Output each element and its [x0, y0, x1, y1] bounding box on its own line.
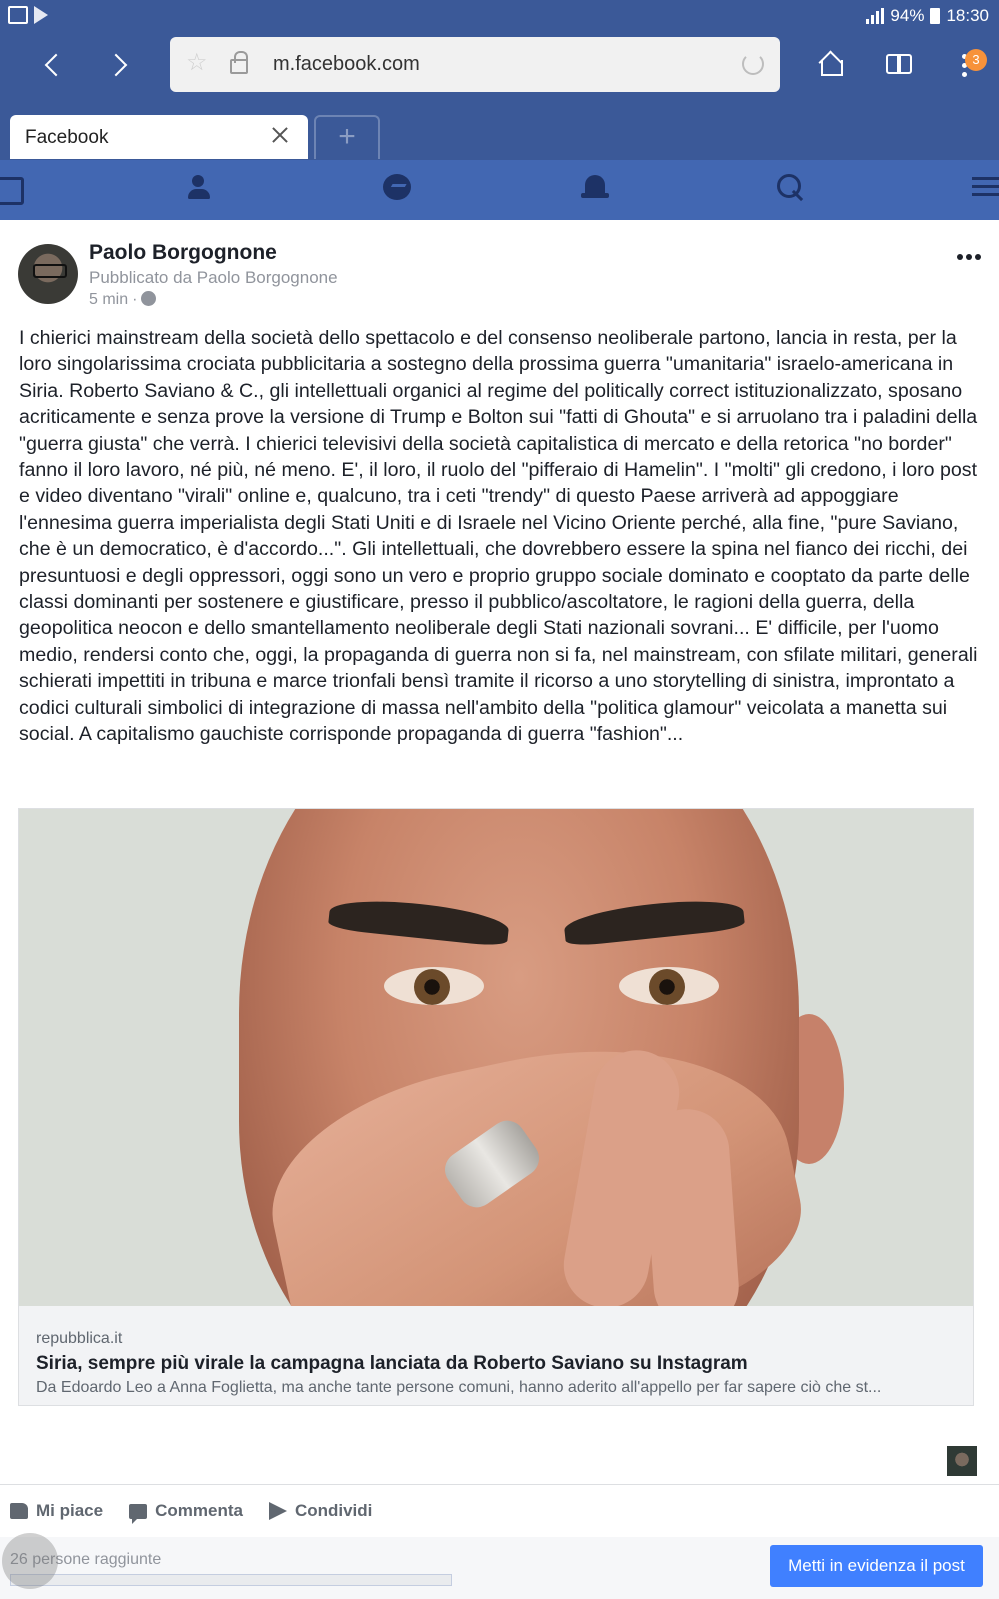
comment-icon	[129, 1504, 147, 1519]
signal-icon	[866, 8, 884, 24]
play-store-icon	[34, 6, 48, 24]
link-preview[interactable]	[18, 808, 974, 1406]
new-tab-button[interactable]: +	[314, 115, 380, 159]
close-tab-icon[interactable]	[270, 125, 290, 145]
post-time[interactable]: 5 min	[89, 291, 129, 308]
facebook-nav	[0, 160, 999, 220]
bookmark-star-icon[interactable]: ☆	[186, 49, 208, 76]
reload-icon[interactable]	[742, 53, 764, 75]
post	[0, 220, 999, 1599]
link-domain: repubblica.it	[36, 1330, 123, 1347]
clock: 18:30	[946, 6, 989, 25]
notifications-icon[interactable]	[578, 173, 612, 203]
like-label: Mi piace	[36, 1501, 104, 1520]
lock-icon	[230, 59, 248, 74]
bookmarks-icon[interactable]	[886, 54, 914, 74]
reach-text: 26 persone raggiunte	[10, 1551, 162, 1568]
post-author[interactable]: Paolo Borgognone	[89, 241, 277, 264]
link-description: Da Edoardo Leo a Anna Foglietta, ma anche tante persone comuni, hanno aderito all'appello per far sapere ciò che st...	[36, 1379, 882, 1396]
reach-bar	[10, 1574, 452, 1586]
globe-icon	[141, 291, 156, 306]
friends-icon[interactable]	[184, 173, 218, 203]
published-by: Pubblicato da Paolo Borgognone	[89, 268, 338, 287]
share-label: Condividi	[294, 1501, 373, 1520]
tab-facebook[interactable]	[10, 115, 308, 159]
news-feed-icon[interactable]	[0, 173, 28, 203]
meta-separator: ·	[132, 291, 138, 308]
messenger-icon[interactable]	[380, 173, 414, 203]
post-text: I chierici mainstream della società dello spettacolo e del consenso neoliberale partono, lancia in resta, per la loro singolarissima crociata pubblicitaria a sostegno della prossima guerra "umanitaria" israelo-americana in Siria. Roberto Saviano & C., gli intellettuali organici al regime del politically correct istituzionalizzato, sposano acriticamente e senza prove la versione di Trump e Bolton sui "fatti di Ghouta" e si arruolano tra i paladini della "guerra giusta" che verrà. I chierici televisivi della società capitalistica di mercato e della retorica "no border" fanno il loro lavoro, né più, né meno. E', il loro, il ruolo del "pifferaio di Hamelin". I "molti" gli credono, i loro post e video diventano "virali" online e, qualcuno, tra i ceti "trendy" di questo Paese arriverà ad appoggiare l'ennesima guerra imperialista degli Stati Uniti e di Israele nel Vicino Oriente perché, alla fine, "pure Saviano, che è un democratico, è d'accordo...". Gli intellettuali, che dovrebbero essere la spina nel fianco dei ricchi, dei presuntuosi e degli oppressori, oggi sono un vero e proprio gruppo sociale dominato e cooptato da parte delle classi dominanti per sostenere e giustificare, presso il pubblico/ascoltatore, le ragioni della guerra, della geopolitica neocon e dello smantellamento neoliberale degli Stati nazionali sovrani... E' difficile, per l'uomo medio, rendersi conto che, oggi, la propaganda di guerra non si fa, nel mainstream, con sfilate militari, generali schierati impettiti in tribuna e marce trionfali bensì tramite il ricorso a uno storytelling di sinistra, improntato a codici culturali simbolici di integrazione di massa nell'ambito della "politica glamour" veicolata a manetta sui social. A capitalismo gauchiste corrisponde propaganda di guerra "fashion"...	[19, 327, 978, 746]
status-bar	[0, 0, 999, 32]
notification-badge: 3	[965, 49, 987, 71]
browser-chrome	[0, 0, 999, 220]
search-icon[interactable]	[775, 173, 809, 203]
link-title[interactable]: Siria, sempre più virale la campagna lanciata da Roberto Saviano su Instagram	[36, 1353, 748, 1374]
viewer-avatar[interactable]	[947, 1446, 977, 1476]
comment-button[interactable]	[129, 1501, 243, 1521]
address-bar[interactable]	[170, 37, 780, 92]
share-arrow-icon	[269, 1502, 287, 1520]
app-notification-icon	[8, 6, 28, 24]
avatar[interactable]	[18, 244, 78, 304]
like-button[interactable]	[10, 1501, 103, 1521]
comment-label: Commenta	[155, 1501, 243, 1520]
boost-post-button[interactable]: Metti in evidenza il post	[770, 1545, 983, 1587]
boost-area	[0, 1537, 999, 1599]
thumbs-up-icon	[10, 1503, 28, 1519]
share-button[interactable]	[269, 1501, 372, 1521]
post-meta	[89, 291, 156, 309]
tab-title: Facebook	[25, 127, 109, 148]
link-image[interactable]	[19, 809, 974, 1306]
url-text[interactable]: m.facebook.com	[273, 53, 420, 75]
home-icon[interactable]	[818, 52, 842, 76]
forward-icon[interactable]	[106, 52, 132, 78]
back-icon[interactable]	[38, 52, 64, 78]
floating-action-button[interactable]	[2, 1533, 58, 1589]
post-options-icon[interactable]	[957, 254, 981, 260]
battery-icon	[930, 8, 940, 24]
hamburger-menu-icon[interactable]	[972, 173, 999, 203]
battery-percent: 94%	[890, 6, 925, 25]
post-actions	[0, 1485, 999, 1537]
